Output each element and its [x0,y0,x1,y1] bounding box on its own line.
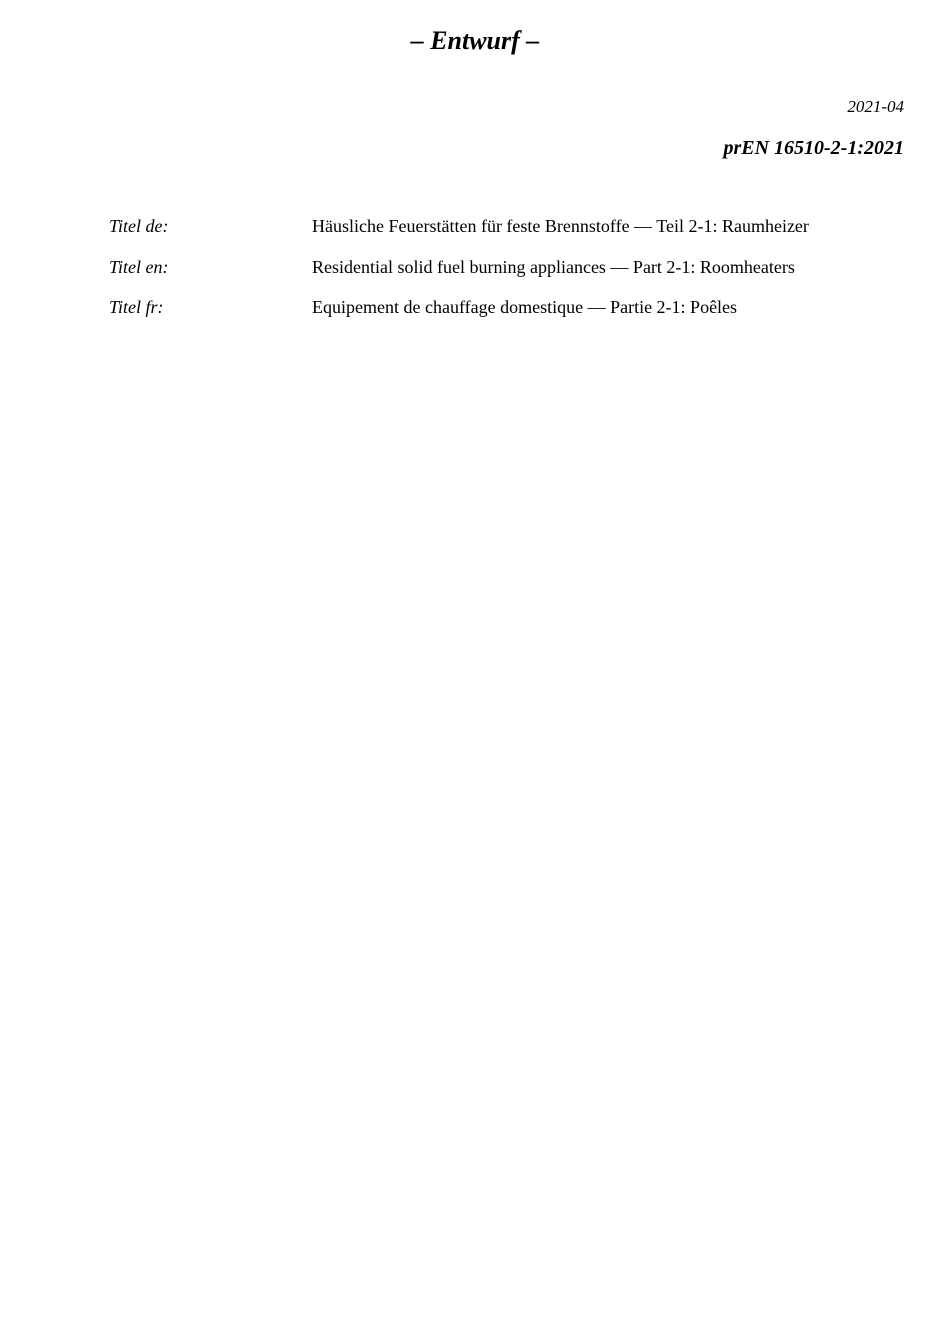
title-text-de: Häusliche Feuerstätten für feste Brennstoffe — Teil 2-1: Raumheizer [312,216,809,236]
title-label-de: Titel de: [109,216,169,236]
title-row-fr [109,295,909,336]
title-text-en: Residential solid fuel burning appliances — Part 2-1: Roomheaters [312,256,795,277]
title-label-fr: Titel fr: [109,297,164,317]
title-label-en: Titel en: [109,256,169,277]
draft-heading: – Entwurf – [410,26,540,55]
title-row-en [109,255,909,296]
document-number: prEN 16510-2-1:2021 [723,137,904,159]
title-text-fr: Equipement de chauffage domestique — Partie 2-1: Poêles [312,297,738,317]
title-row-de [109,214,909,255]
titles-list [109,214,909,336]
document-date: 2021-04 [847,97,904,116]
